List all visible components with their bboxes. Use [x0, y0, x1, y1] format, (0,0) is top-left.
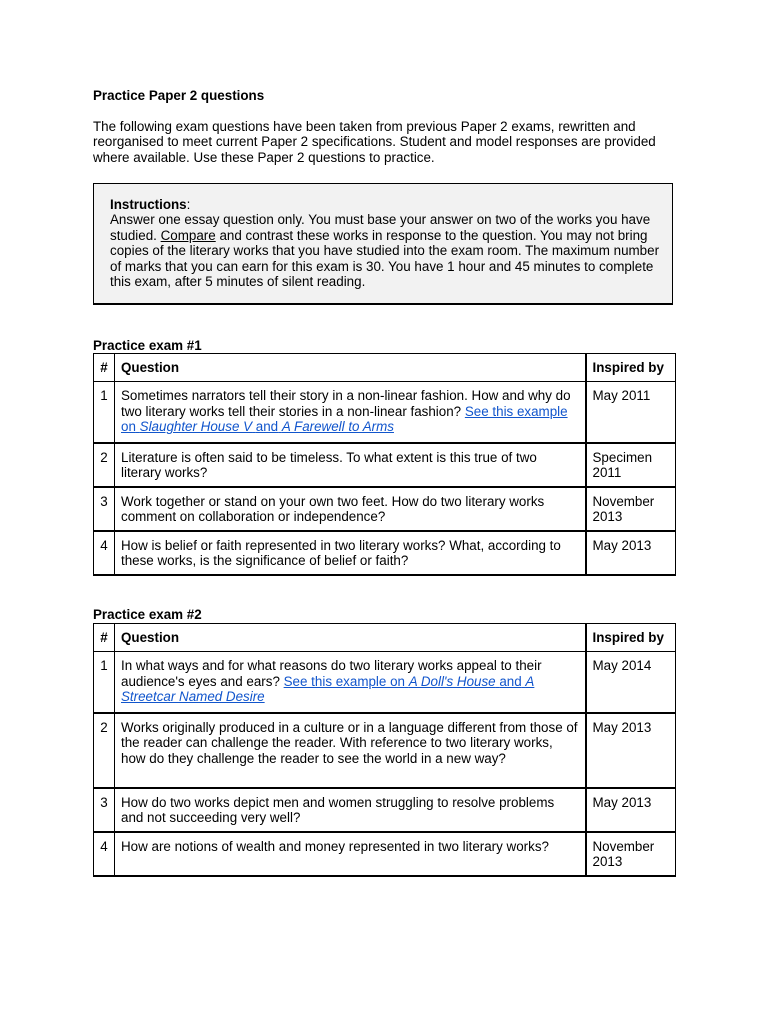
question-cell: [115, 652, 586, 713]
question-cell: How is belief or faith represented in two literary works? What, according to these works, is the significance of belief or faith?: [115, 531, 586, 575]
table-row: [94, 443, 676, 487]
inspired-cell: May 2013: [586, 531, 676, 575]
row-num: 3: [94, 788, 115, 832]
col-question-header: Question: [115, 354, 586, 382]
instructions-box: [93, 183, 673, 305]
exam1-heading: Practice exam #1: [93, 338, 202, 353]
instructions-heading: [110, 197, 664, 212]
link-title: A Farewell to Arms: [281, 419, 394, 435]
link-text: and: [255, 419, 279, 435]
question-cell: How do two works depict men and women struggling to resolve problems and not succeeding very well?: [115, 788, 586, 832]
col-num-header: #: [94, 624, 115, 652]
link-text: See this example on: [121, 403, 568, 435]
compare-underlined: Compare: [160, 227, 216, 243]
exam1-header-row: [94, 354, 676, 382]
row-num: 2: [94, 713, 115, 788]
table-row: [94, 487, 676, 531]
col-num-header: #: [94, 354, 115, 382]
question-text: In what ways and for what reasons do two literary works appeal to their audience's eyes and ears?: [121, 658, 542, 689]
col-question-header: Question: [115, 624, 586, 652]
inspired-cell: November 2013: [586, 832, 676, 876]
table-row: [94, 832, 676, 876]
page-title: Practice Paper 2 questions: [93, 88, 265, 103]
inspired-cell: Specimen 2011: [586, 443, 676, 487]
row-num: 2: [94, 443, 115, 487]
question-cell: Work together or stand on your own two feet. How do two literary works comment on collaboration or independence?: [115, 487, 586, 531]
intro-paragraph: The following exam questions have been taken from previous Paper 2 exams, rewritten and reorganised to meet current Paper 2 specifications. Student and model responses are provided where available. Use these Paper 2 questions to practice.: [93, 119, 656, 165]
row-num: 1: [94, 382, 115, 443]
col-inspired-header: Inspired by: [586, 354, 676, 382]
inspired-cell: May 2013: [586, 713, 676, 788]
table-row: [94, 713, 676, 788]
link-text: See this example on: [283, 673, 405, 689]
table-row: [94, 652, 676, 713]
inspired-cell: May 2011: [586, 382, 676, 443]
table-row: [94, 531, 676, 575]
table-row: [94, 382, 676, 443]
inspired-cell: November 2013: [586, 487, 676, 531]
question-cell: How are notions of wealth and money represented in two literary works?: [115, 832, 586, 876]
row-num: 4: [94, 832, 115, 876]
link-title: A Streetcar Named Desire: [121, 673, 535, 705]
instructions-text-a: Answer one essay question only. You must base your answer on two of the works you have studied.: [110, 212, 651, 243]
link-title: Slaughter House V: [139, 419, 253, 435]
inspired-cell: May 2014: [586, 652, 676, 713]
question-text: Sometimes narrators tell their story in a non-linear fashion. How and why do two literary works tell their stories in a non-linear fashion?: [121, 388, 571, 419]
exam2-heading: Practice exam #2: [93, 607, 202, 622]
link-text: and: [499, 673, 522, 689]
row-num: 3: [94, 487, 115, 531]
exam2-table: [93, 623, 676, 877]
row-num: 1: [94, 652, 115, 713]
instructions-label: Instructions: [110, 197, 187, 212]
col-inspired-header: Inspired by: [586, 624, 676, 652]
instructions-colon: :: [186, 197, 191, 212]
instructions-text: [110, 212, 664, 289]
question-cell: [115, 382, 586, 443]
exam1-table: [93, 353, 676, 576]
question-cell: Literature is often said to be timeless. To what extent is this true of two literary works?: [115, 443, 586, 487]
table-row: [94, 788, 676, 832]
link-title: A Doll's House: [408, 673, 496, 689]
exam2-header-row: [94, 624, 676, 652]
inspired-cell: May 2013: [586, 788, 676, 832]
instructions-text-b: and contrast these works in response to the question. You may not bring copies of the literary works that you have studied into the exam room. The maximum number of marks that you can earn for this exam is 30. You have 1 hour and 45 minutes to complete this exam, after 5 minutes of silent reading.: [110, 227, 660, 290]
row-num: 4: [94, 531, 115, 575]
question-cell: Works originally produced in a culture or in a language different from those of the reader can challenge the reader. With reference to two literary works, how do they challenge the reader to see the world in a new way?: [115, 713, 586, 788]
